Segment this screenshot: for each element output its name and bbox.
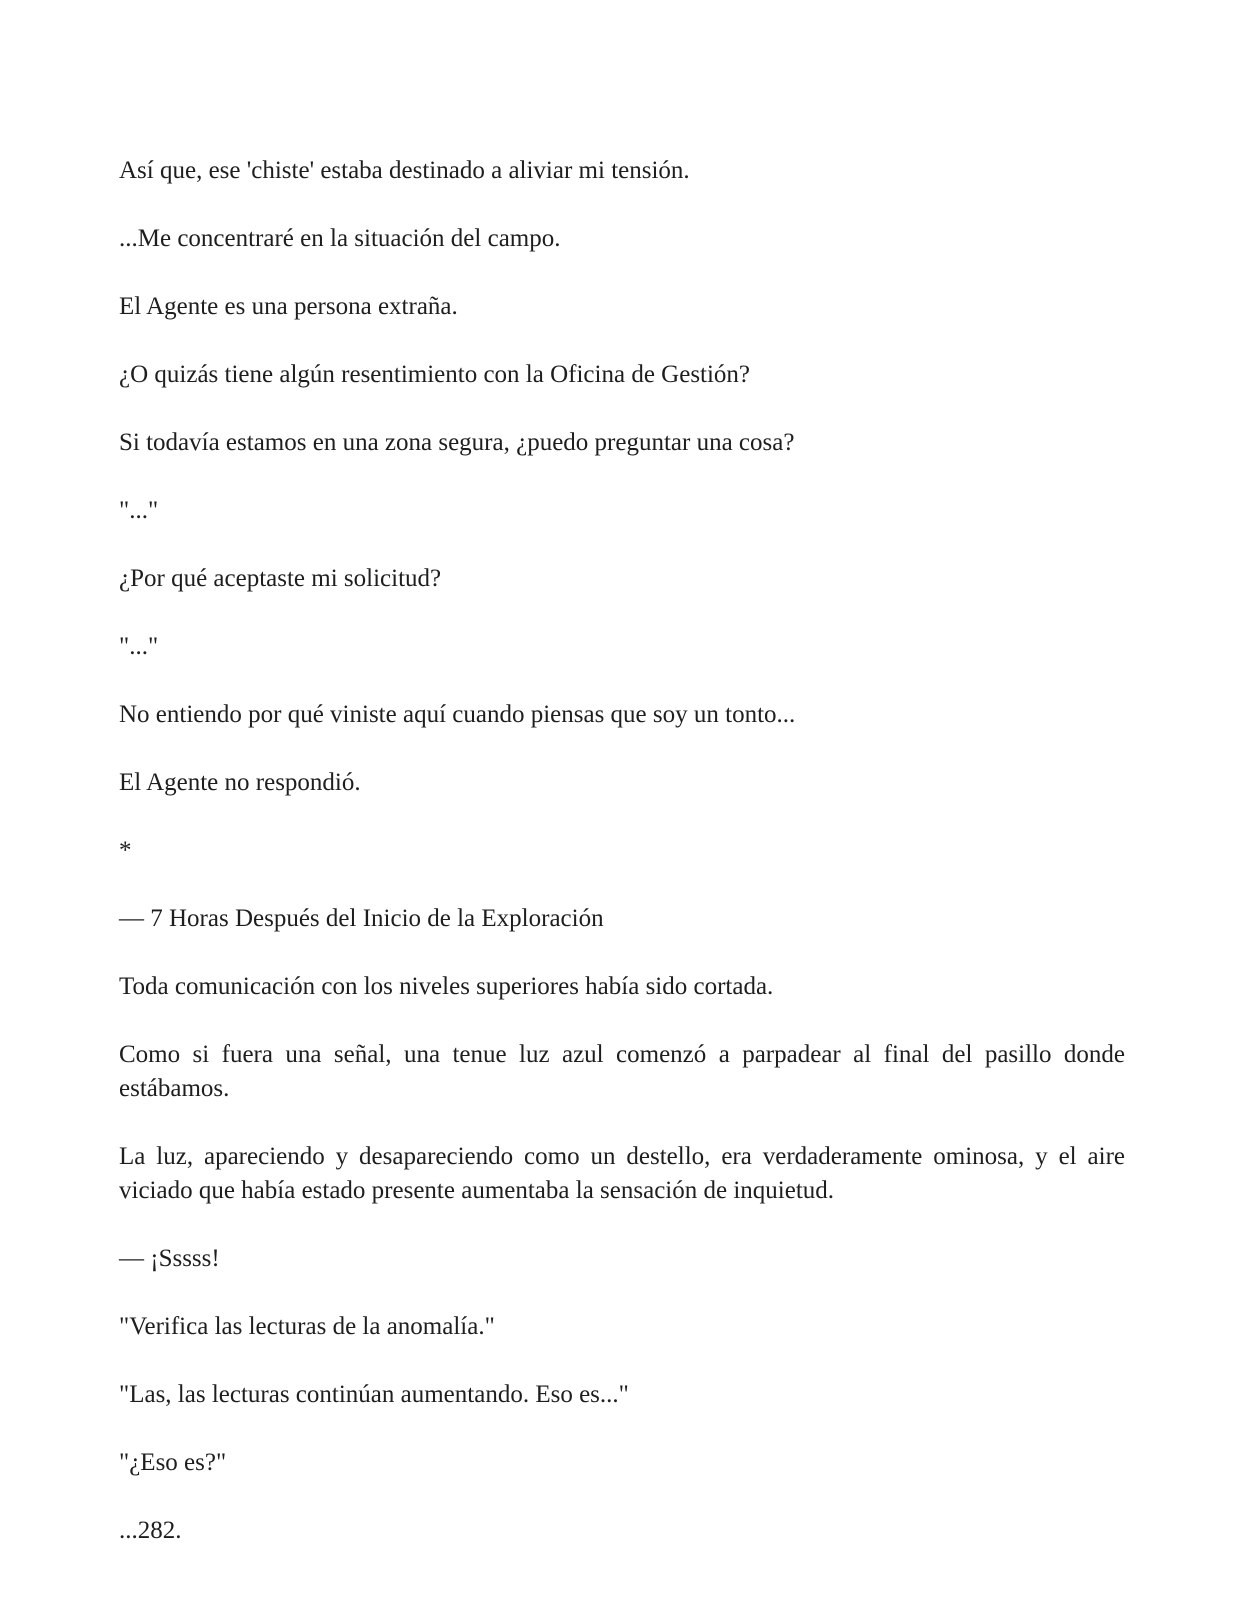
- paragraph: Así que, ese 'chiste' estaba destinado a aliviar mi tensión.: [119, 157, 690, 184]
- sound-effect: — ¡Sssss!: [119, 1245, 220, 1272]
- paragraph: No entiendo por qué viniste aquí cuando piensas que soy un tonto...: [119, 701, 796, 728]
- paragraph: Toda comunicación con los niveles superiores había sido cortada.: [119, 973, 774, 1000]
- scene-break: *: [119, 837, 132, 864]
- paragraph: La luz, apareciendo y desapareciendo como un destello, era verdaderamente ominosa, y el aire viciado que había estado presente aumentaba la sensación de inquietud.: [119, 1143, 1125, 1204]
- time-marker: — 7 Horas Después del Inicio de la Exploración: [119, 905, 604, 932]
- paragraph: ¿Por qué aceptaste mi solicitud?: [119, 565, 442, 592]
- dialogue-line: "¿Eso es?": [119, 1449, 227, 1476]
- paragraph: Si todavía estamos en una zona segura, ¿puedo preguntar una cosa?: [119, 429, 795, 456]
- dialogue-line: "...": [119, 497, 159, 524]
- dialogue-line: "...": [119, 633, 159, 660]
- paragraph: El Agente es una persona extraña.: [119, 293, 458, 320]
- paragraph: Como si fuera una señal, una tenue luz azul comenzó a parpadear al final del pasillo donde estábamos.: [119, 1041, 1125, 1102]
- paragraph: El Agente no respondió.: [119, 769, 361, 796]
- dialogue-line: "Las, las lecturas continúan aumentando. Eso es...": [119, 1381, 629, 1408]
- paragraph: ...282.: [119, 1517, 182, 1544]
- body-text: [119, 154, 1125, 1582]
- paragraph: ¿O quizás tiene algún resentimiento con la Oficina de Gestión?: [119, 361, 751, 388]
- dialogue-line: "Verifica las lecturas de la anomalía.": [119, 1313, 495, 1340]
- paragraph: ...Me concentraré en la situación del campo.: [119, 225, 561, 252]
